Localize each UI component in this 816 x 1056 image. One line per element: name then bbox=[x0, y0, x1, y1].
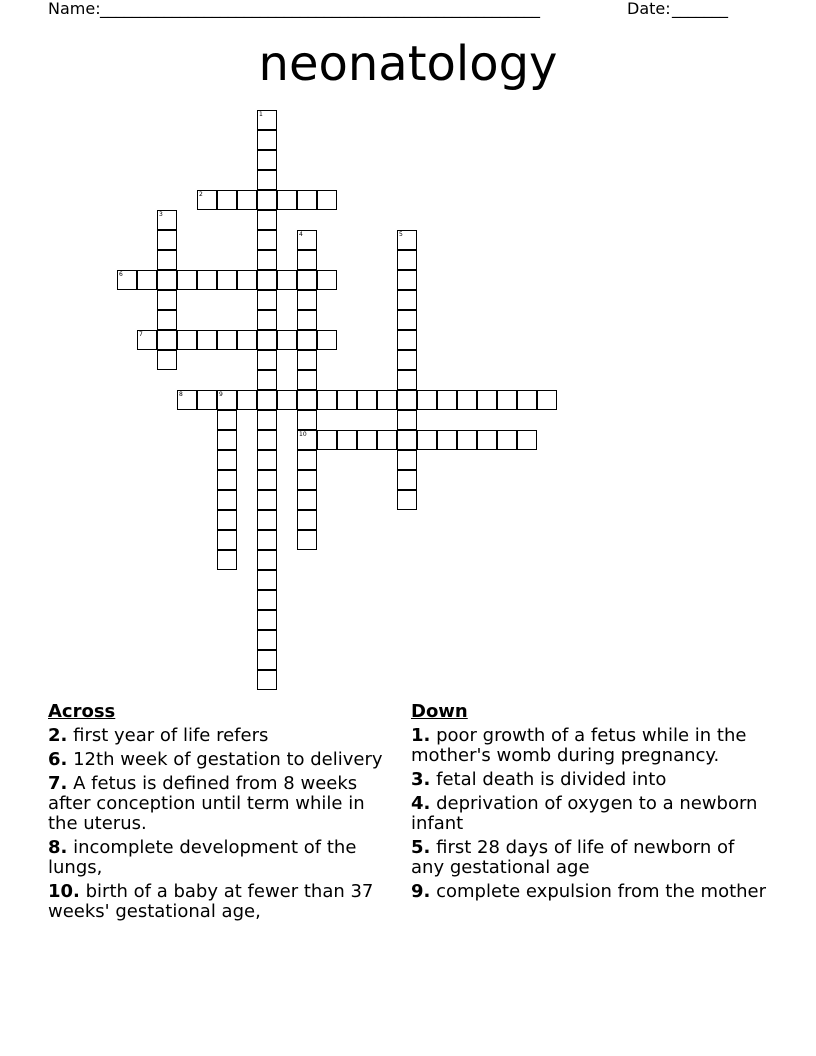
crossword-cell[interactable] bbox=[257, 650, 277, 670]
crossword-cell[interactable] bbox=[157, 270, 177, 290]
crossword-cell[interactable] bbox=[477, 390, 497, 410]
cell-number: 9 bbox=[219, 391, 223, 398]
across-clue bbox=[48, 882, 393, 922]
crossword-cell[interactable] bbox=[497, 430, 517, 450]
crossword-cell[interactable] bbox=[397, 410, 417, 430]
clue-number: 9. bbox=[411, 881, 431, 902]
clue-number: 4. bbox=[411, 793, 431, 814]
crossword-cell[interactable] bbox=[297, 370, 317, 390]
crossword-cell[interactable] bbox=[317, 430, 337, 450]
crossword-cell[interactable] bbox=[497, 390, 517, 410]
crossword-cell[interactable] bbox=[257, 670, 277, 690]
crossword-cell[interactable] bbox=[277, 390, 297, 410]
crossword-cell[interactable] bbox=[217, 430, 237, 450]
crossword-cell[interactable] bbox=[297, 410, 317, 430]
crossword-cell[interactable] bbox=[217, 450, 237, 470]
crossword-cell[interactable] bbox=[237, 270, 257, 290]
down-clues bbox=[411, 702, 771, 906]
page-title: neonatology bbox=[258, 36, 558, 92]
across-clue bbox=[48, 774, 393, 834]
crossword-cell[interactable] bbox=[257, 570, 277, 590]
crossword-cell[interactable] bbox=[197, 190, 217, 210]
crossword-cell[interactable] bbox=[397, 250, 417, 270]
crossword-cell[interactable] bbox=[297, 490, 317, 510]
crossword-cell[interactable] bbox=[197, 330, 217, 350]
crossword-cell[interactable] bbox=[297, 330, 317, 350]
crossword-cell[interactable] bbox=[257, 510, 277, 530]
crossword-cell[interactable] bbox=[437, 430, 457, 450]
clue-text: first year of life refers bbox=[73, 725, 269, 746]
crossword-cell[interactable] bbox=[217, 470, 237, 490]
crossword-cell[interactable] bbox=[297, 450, 317, 470]
clue-text: incomplete development of the lungs, bbox=[48, 837, 357, 878]
crossword-cell[interactable] bbox=[337, 430, 357, 450]
crossword-cell[interactable] bbox=[177, 390, 197, 410]
crossword-cell[interactable] bbox=[397, 270, 417, 290]
crossword-cell[interactable] bbox=[157, 350, 177, 370]
crossword-cell[interactable] bbox=[397, 310, 417, 330]
crossword-cell[interactable] bbox=[377, 390, 397, 410]
crossword-cell[interactable] bbox=[297, 390, 317, 410]
crossword-cell[interactable] bbox=[217, 390, 237, 410]
crossword-cell[interactable] bbox=[417, 430, 437, 450]
crossword-cell[interactable] bbox=[157, 210, 177, 230]
cell-number: 1 bbox=[259, 111, 263, 118]
crossword-cell[interactable] bbox=[257, 450, 277, 470]
crossword-cell[interactable] bbox=[257, 470, 277, 490]
crossword-cell[interactable] bbox=[257, 290, 277, 310]
clue-number: 5. bbox=[411, 837, 431, 858]
cell-number: 4 bbox=[299, 231, 303, 238]
crossword-cell[interactable] bbox=[217, 530, 237, 550]
down-clue bbox=[411, 838, 771, 878]
crossword-cell[interactable] bbox=[397, 230, 417, 250]
crossword-cell[interactable] bbox=[157, 310, 177, 330]
clue-text: deprivation of oxygen to a newborn infant bbox=[411, 793, 758, 834]
down-clue bbox=[411, 882, 771, 902]
crossword-cell[interactable] bbox=[257, 170, 277, 190]
crossword-cell[interactable] bbox=[257, 630, 277, 650]
down-clue bbox=[411, 794, 771, 834]
crossword-cell[interactable] bbox=[297, 510, 317, 530]
crossword-cell[interactable] bbox=[517, 390, 537, 410]
crossword-cell[interactable] bbox=[257, 550, 277, 570]
crossword-cell[interactable] bbox=[297, 290, 317, 310]
crossword-cell[interactable] bbox=[217, 410, 237, 430]
crossword-cell[interactable] bbox=[337, 390, 357, 410]
across-clues bbox=[48, 702, 393, 926]
name-label: Name: bbox=[48, 0, 101, 18]
crossword-cell[interactable] bbox=[397, 290, 417, 310]
crossword-cell[interactable] bbox=[217, 490, 237, 510]
crossword-cell[interactable] bbox=[357, 430, 377, 450]
across-heading: Across bbox=[48, 701, 116, 722]
crossword-cell[interactable] bbox=[297, 530, 317, 550]
crossword-cell[interactable] bbox=[157, 250, 177, 270]
clue-number: 1. bbox=[411, 725, 431, 746]
cell-number: 5 bbox=[399, 231, 403, 238]
crossword-cell[interactable] bbox=[257, 190, 277, 210]
crossword-cell[interactable] bbox=[297, 250, 317, 270]
clue-text: fetal death is divided into bbox=[436, 769, 667, 790]
crossword-cell[interactable] bbox=[137, 330, 157, 350]
crossword-cell[interactable] bbox=[237, 390, 257, 410]
crossword-cell[interactable] bbox=[317, 330, 337, 350]
clue-number: 2. bbox=[48, 725, 68, 746]
crossword-cell[interactable] bbox=[317, 270, 337, 290]
crossword-cell[interactable] bbox=[257, 370, 277, 390]
clue-number: 3. bbox=[411, 769, 431, 790]
crossword-cell[interactable] bbox=[257, 410, 277, 430]
crossword-cell[interactable] bbox=[477, 430, 497, 450]
crossword-cell[interactable] bbox=[437, 390, 457, 410]
crossword-cell[interactable] bbox=[297, 190, 317, 210]
crossword-cell[interactable] bbox=[217, 510, 237, 530]
down-clue-list bbox=[411, 726, 771, 902]
crossword-cell[interactable] bbox=[257, 230, 277, 250]
crossword-cell[interactable] bbox=[217, 550, 237, 570]
crossword-cell[interactable] bbox=[297, 230, 317, 250]
down-heading: Down bbox=[411, 701, 468, 722]
crossword-cell[interactable] bbox=[397, 370, 417, 390]
down-clue bbox=[411, 770, 771, 790]
crossword-cell[interactable] bbox=[297, 430, 317, 450]
clue-text: poor growth of a fetus while in the mother's womb during pregnancy. bbox=[411, 725, 747, 766]
crossword-cell[interactable] bbox=[257, 610, 277, 630]
clue-text: complete expulsion from the mother bbox=[436, 881, 767, 902]
cell-number: 3 bbox=[159, 211, 163, 218]
down-clue bbox=[411, 726, 771, 766]
crossword-cell[interactable] bbox=[297, 310, 317, 330]
name-line[interactable]: _______________________________________________________ bbox=[100, 0, 540, 18]
crossword-cell[interactable] bbox=[277, 190, 297, 210]
crossword-cell[interactable] bbox=[137, 270, 157, 290]
crossword-cell[interactable] bbox=[277, 330, 297, 350]
crossword-cell[interactable] bbox=[397, 430, 417, 450]
crossword-cell[interactable] bbox=[257, 270, 277, 290]
crossword-cell[interactable] bbox=[177, 330, 197, 350]
crossword-cell[interactable] bbox=[537, 390, 557, 410]
date-line[interactable]: _______ bbox=[672, 0, 728, 18]
clue-text: birth of a baby at fewer than 37 weeks' gestational age, bbox=[48, 881, 374, 922]
crossword-cell[interactable] bbox=[397, 450, 417, 470]
crossword-cell[interactable] bbox=[257, 490, 277, 510]
cell-number: 8 bbox=[179, 391, 183, 398]
crossword-cell[interactable] bbox=[257, 130, 277, 150]
crossword-cell[interactable] bbox=[157, 230, 177, 250]
across-clue bbox=[48, 726, 393, 746]
crossword-cell[interactable] bbox=[297, 350, 317, 370]
crossword-cell[interactable] bbox=[217, 330, 237, 350]
crossword-cell[interactable] bbox=[517, 430, 537, 450]
crossword-cell[interactable] bbox=[177, 270, 197, 290]
clue-number: 7. bbox=[48, 773, 68, 794]
crossword-cell[interactable] bbox=[237, 330, 257, 350]
crossword-cell[interactable] bbox=[257, 150, 277, 170]
crossword-cell[interactable] bbox=[257, 530, 277, 550]
clue-number: 10. bbox=[48, 881, 80, 902]
crossword-cell[interactable] bbox=[117, 270, 137, 290]
crossword-cell[interactable] bbox=[397, 470, 417, 490]
crossword-cell[interactable] bbox=[397, 490, 417, 510]
cell-number: 10 bbox=[299, 431, 307, 438]
clue-text: A fetus is defined from 8 weeks after conception until term while in the uterus. bbox=[48, 773, 365, 834]
crossword-cell[interactable] bbox=[317, 390, 337, 410]
crossword-cell[interactable] bbox=[277, 270, 297, 290]
crossword-cell[interactable] bbox=[297, 270, 317, 290]
across-clue bbox=[48, 838, 393, 878]
clue-number: 8. bbox=[48, 837, 68, 858]
crossword-cell[interactable] bbox=[297, 470, 317, 490]
clue-number: 6. bbox=[48, 749, 68, 770]
crossword-cell[interactable] bbox=[197, 270, 217, 290]
date-label: Date: bbox=[627, 0, 671, 18]
crossword-cell[interactable] bbox=[197, 390, 217, 410]
crossword-cell[interactable] bbox=[257, 250, 277, 270]
crossword-cell[interactable] bbox=[457, 390, 477, 410]
crossword-cell[interactable] bbox=[397, 390, 417, 410]
clue-text: first 28 days of life of newborn of any gestational age bbox=[411, 837, 735, 878]
cell-number: 2 bbox=[199, 191, 203, 198]
cell-number: 6 bbox=[119, 271, 123, 278]
crossword-cell[interactable] bbox=[417, 390, 437, 410]
crossword-cell[interactable] bbox=[157, 290, 177, 310]
cell-number: 7 bbox=[139, 331, 143, 338]
crossword-cell[interactable] bbox=[257, 390, 277, 410]
clue-text: 12th week of gestation to delivery bbox=[73, 749, 383, 770]
crossword-cell[interactable] bbox=[397, 330, 417, 350]
crossword-cell[interactable] bbox=[377, 430, 397, 450]
crossword-cell[interactable] bbox=[257, 110, 277, 130]
crossword-cell[interactable] bbox=[237, 190, 257, 210]
crossword-cell[interactable] bbox=[257, 430, 277, 450]
crossword-cell[interactable] bbox=[457, 430, 477, 450]
crossword-cell[interactable] bbox=[157, 330, 177, 350]
crossword-cell[interactable] bbox=[257, 210, 277, 230]
across-clue bbox=[48, 750, 393, 770]
crossword-cell[interactable] bbox=[257, 350, 277, 370]
crossword-cell[interactable] bbox=[397, 350, 417, 370]
crossword-cell[interactable] bbox=[257, 330, 277, 350]
crossword-cell[interactable] bbox=[317, 190, 337, 210]
crossword-cell[interactable] bbox=[217, 270, 237, 290]
crossword-cell[interactable] bbox=[257, 590, 277, 610]
crossword-cell[interactable] bbox=[257, 310, 277, 330]
across-clue-list bbox=[48, 726, 393, 922]
crossword-cell[interactable] bbox=[217, 190, 237, 210]
crossword-cell[interactable] bbox=[357, 390, 377, 410]
